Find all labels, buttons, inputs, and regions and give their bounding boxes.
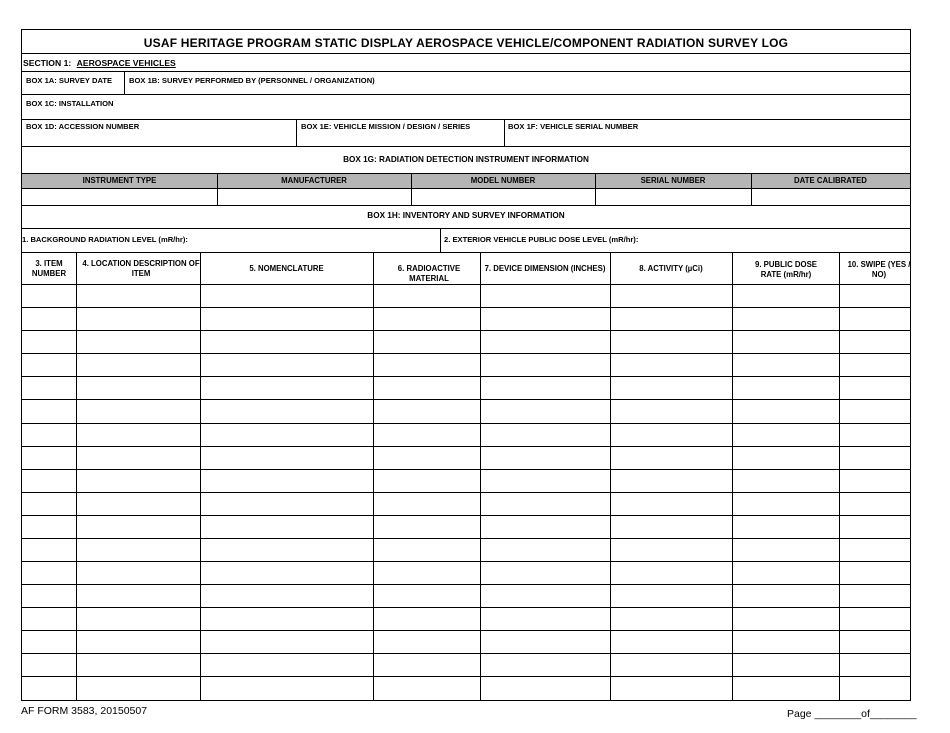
table-row[interactable]: [22, 630, 910, 631]
section-1-name: AEROSPACE VEHICLES: [76, 58, 176, 68]
accession-number-field[interactable]: [22, 132, 296, 146]
divider: [22, 71, 910, 72]
date-calibrated-header: DATE CALIBRATED: [794, 176, 867, 185]
exterior-dose-label: 2. EXTERIOR VEHICLE PUBLIC DOSE LEVEL (mR/hr):: [444, 235, 639, 244]
public-dose-rate-header: 9. PUBLIC DOSE RATE (mR/hr): [755, 260, 817, 279]
table-row[interactable]: [22, 330, 910, 331]
table-row[interactable]: [22, 492, 910, 493]
table-row[interactable]: [22, 446, 910, 447]
model-number-field[interactable]: [412, 189, 595, 205]
instrument-type-header: INSTRUMENT TYPE: [82, 176, 157, 185]
divider: [22, 205, 910, 206]
location-description-header: 4. LOCATION DESCRIPTION OF ITEM: [82, 259, 200, 278]
table-row[interactable]: [22, 307, 910, 308]
table-row[interactable]: [22, 423, 910, 424]
divider: [22, 284, 910, 285]
section-1-prefix: SECTION 1:: [23, 58, 72, 68]
background-level-label: 1. BACKGROUND RADIATION LEVEL (mR/hr):: [22, 235, 188, 244]
table-row[interactable]: [22, 607, 910, 608]
box-1h-heading: BOX 1H: INVENTORY AND SURVEY INFORMATION: [367, 211, 565, 220]
table-row[interactable]: [22, 399, 910, 400]
exterior-dose-field[interactable]: [637, 229, 910, 252]
table-row[interactable]: [22, 676, 910, 677]
divider: [480, 252, 481, 700]
table-row[interactable]: [22, 376, 910, 377]
box-1d-label: BOX 1D: ACCESSION NUMBER: [26, 122, 140, 131]
table-row[interactable]: [22, 353, 910, 354]
table-row[interactable]: [22, 469, 910, 470]
manufacturer-field[interactable]: [218, 189, 411, 205]
box-1c-label: BOX 1C: INSTALLATION: [26, 99, 114, 108]
table-row[interactable]: [22, 653, 910, 654]
form-title: USAF HERITAGE PROGRAM STATIC DISPLAY AEROSPACE VEHICLE/COMPONENT RADIATION SURVEY LOG: [143, 36, 789, 50]
divider: [22, 146, 910, 147]
divider: [732, 252, 733, 700]
divider: [22, 94, 910, 95]
radioactive-material-header: 6. RADIOACTIVE MATERIAL: [397, 264, 461, 283]
form-id: AF FORM 3583, 20150507: [21, 705, 148, 717]
background-level-field[interactable]: [182, 229, 439, 252]
table-row[interactable]: [22, 538, 910, 539]
divider: [839, 252, 840, 700]
table-row[interactable]: [22, 584, 910, 585]
survey-performed-by-field[interactable]: [125, 86, 910, 94]
serial-number-field[interactable]: [596, 189, 751, 205]
activity-header: 8. ACTIVITY (µCi): [639, 264, 703, 273]
divider: [610, 252, 611, 700]
manufacturer-header: MANUFACTURER: [281, 176, 347, 185]
divider: [440, 228, 441, 252]
divider: [22, 53, 910, 54]
item-number-header: 3. ITEM NUMBER: [31, 259, 67, 278]
box-1a-label: BOX 1A: SURVEY DATE: [26, 76, 113, 85]
form-frame: [21, 29, 911, 701]
table-row[interactable]: [22, 561, 910, 562]
section-1-heading: [23, 58, 176, 68]
survey-date-field[interactable]: [22, 86, 124, 94]
divider: [76, 252, 77, 700]
divider: [200, 252, 201, 700]
box-1b-label: BOX 1B: SURVEY PERFORMED BY (PERSONNEL / ORGANIZATION): [129, 76, 375, 85]
page-number: Page ________of________: [787, 708, 917, 720]
divider: [373, 252, 374, 700]
serial-number-header: SERIAL NUMBER: [640, 176, 706, 185]
vehicle-mission-field[interactable]: [297, 132, 504, 146]
model-number-header: MODEL NUMBER: [470, 176, 536, 185]
date-calibrated-field[interactable]: [752, 189, 910, 205]
divider: [22, 119, 910, 120]
nomenclature-header: 5. NOMENCLATURE: [249, 264, 324, 273]
box-1e-label: BOX 1E: VEHICLE MISSION / DESIGN / SERIES: [301, 122, 471, 131]
table-row[interactable]: [22, 515, 910, 516]
instrument-type-field[interactable]: [22, 189, 217, 205]
box-1g-heading: BOX 1G: RADIATION DETECTION INSTRUMENT INFORMATION: [343, 155, 589, 164]
box-1f-label: BOX 1F: VEHICLE SERIAL NUMBER: [508, 122, 639, 131]
vehicle-serial-field[interactable]: [505, 132, 910, 146]
divider: [22, 252, 910, 253]
device-dimension-header: 7. DEVICE DIMENSION (INCHES): [484, 264, 606, 273]
installation-field[interactable]: [22, 110, 910, 119]
swipe-header: 10. SWIPE (YES / NO): [847, 260, 911, 279]
